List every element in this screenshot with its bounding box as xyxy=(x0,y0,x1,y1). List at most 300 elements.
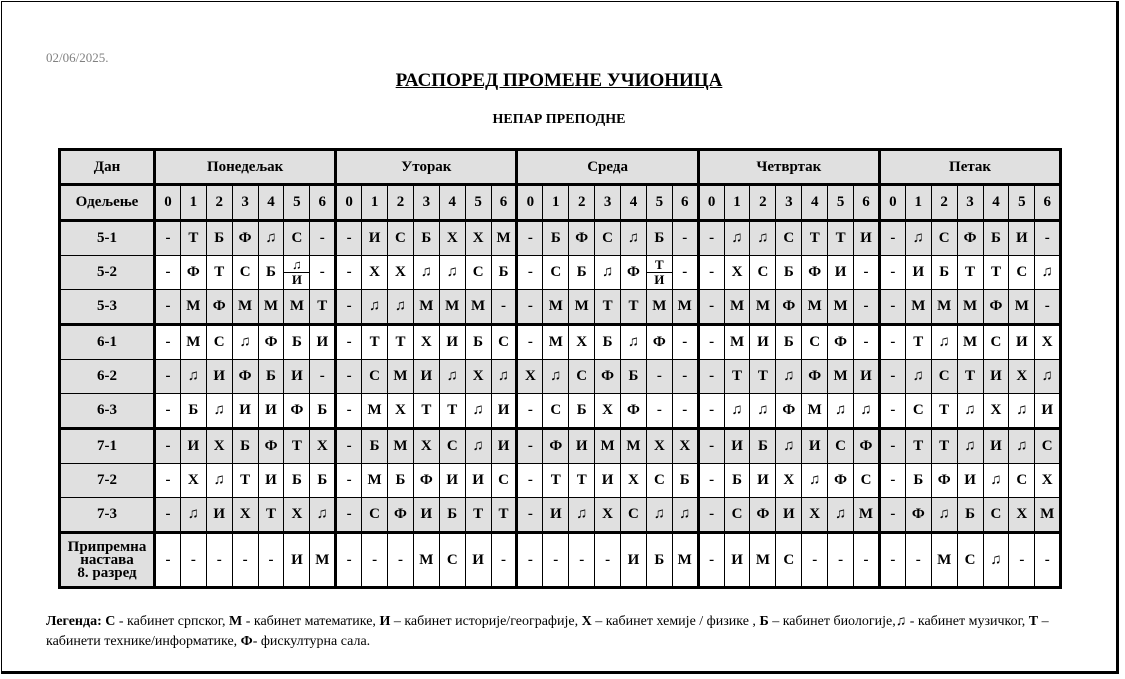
schedule-cell: - xyxy=(155,325,181,360)
schedule-cell: М xyxy=(439,290,465,325)
schedule-cell: Ф xyxy=(621,256,647,290)
schedule-cell: - xyxy=(517,221,543,256)
table-row xyxy=(60,533,1061,588)
class-name-cell: 6-2 xyxy=(60,360,155,394)
schedule-cell: ♫ xyxy=(439,360,465,394)
split-part: ♫ xyxy=(284,258,309,273)
legend-text: – кабинет хемије / физике , xyxy=(591,614,760,629)
schedule-cell: М xyxy=(491,221,517,256)
split-cell xyxy=(647,258,672,287)
schedule-cell: Б xyxy=(413,221,439,256)
schedule-cell: Б xyxy=(672,464,698,498)
schedule-cell: Ф xyxy=(206,290,232,325)
schedule-cell: Х xyxy=(517,360,543,394)
schedule-cell: - xyxy=(698,429,724,464)
schedule-cell: - xyxy=(517,394,543,429)
schedule-cell: - xyxy=(517,533,543,588)
schedule-cell: Т xyxy=(905,429,931,464)
schedule-cell: С xyxy=(1035,429,1061,464)
period-number: 3 xyxy=(957,185,983,221)
schedule-cell: - xyxy=(854,533,880,588)
schedule-cell: ♫ xyxy=(776,360,802,394)
schedule-cell: С xyxy=(983,498,1009,533)
schedule-cell: ♫ xyxy=(621,221,647,256)
schedule-cell: М xyxy=(621,429,647,464)
schedule-cell: Х xyxy=(595,498,621,533)
schedule-cell: - xyxy=(155,464,181,498)
period-number: 3 xyxy=(595,185,621,221)
schedule-cell: Т xyxy=(491,498,517,533)
prep-line: Припремна xyxy=(67,538,147,555)
schedule-cell: - xyxy=(1035,533,1061,588)
period-number: 4 xyxy=(802,185,828,221)
schedule-cell: Т xyxy=(828,221,854,256)
schedule-cell: - xyxy=(336,429,362,464)
schedule-cell: Ф xyxy=(802,256,828,290)
schedule-cell: Б xyxy=(621,360,647,394)
schedule-cell: Т xyxy=(595,290,621,325)
page-title: РАСПОРЕД ПРОМЕНЕ УЧИОНИЦА xyxy=(395,70,723,91)
schedule-cell: С xyxy=(905,394,931,429)
schedule-cell: - xyxy=(517,290,543,325)
schedule-cell: Ф xyxy=(957,221,983,256)
split-part: И xyxy=(291,272,302,287)
schedule-cell: Ф xyxy=(828,325,854,360)
period-number: 0 xyxy=(879,185,905,221)
legend-key: Х xyxy=(581,614,592,629)
schedule-cell: М xyxy=(750,533,776,588)
schedule-cell: Т xyxy=(232,464,258,498)
schedule-cell: - xyxy=(336,394,362,429)
schedule-cell: - xyxy=(336,464,362,498)
period-number: 4 xyxy=(439,185,465,221)
schedule-cell: - xyxy=(543,533,569,588)
schedule-cell: - xyxy=(672,394,698,429)
schedule-cell: Х xyxy=(569,325,595,360)
schedule-cell: М xyxy=(595,429,621,464)
schedule-cell: - xyxy=(155,533,181,588)
schedule-cell: Б xyxy=(310,394,336,429)
schedule-cell: ♫ xyxy=(413,256,439,290)
schedule-cell: М xyxy=(180,325,206,360)
schedule-cell: Ф xyxy=(258,325,284,360)
schedule-cell: Ф xyxy=(232,360,258,394)
period-number: 2 xyxy=(569,185,595,221)
schedule-cell: Ф xyxy=(931,464,957,498)
schedule-cell: - xyxy=(698,221,724,256)
schedule-cell: Б xyxy=(569,394,595,429)
schedule-cell: М xyxy=(828,290,854,325)
schedule-cell: Т xyxy=(362,325,388,360)
period-number: 6 xyxy=(854,185,880,221)
schedule-cell: Б xyxy=(284,325,310,360)
schedule-cell: М xyxy=(1035,498,1061,533)
schedule-cell: Б xyxy=(750,429,776,464)
schedule-cell: И xyxy=(828,256,854,290)
schedule-cell: ♫ xyxy=(465,394,491,429)
period-number: 4 xyxy=(258,185,284,221)
schedule-cell: - xyxy=(1035,221,1061,256)
schedule-cell: ♫ xyxy=(232,325,258,360)
schedule-cell: - xyxy=(517,256,543,290)
legend xyxy=(46,612,1086,652)
schedule-cell: ♫ xyxy=(595,256,621,290)
legend-text: - фискултурна сала. xyxy=(252,634,371,649)
schedule-cell: И xyxy=(569,429,595,464)
schedule-cell: И xyxy=(776,498,802,533)
schedule-cell: И xyxy=(232,394,258,429)
schedule-cell: Х xyxy=(1035,325,1061,360)
period-number: 4 xyxy=(621,185,647,221)
schedule-cell: Х xyxy=(465,221,491,256)
schedule-cell: - xyxy=(672,256,698,290)
schedule-cell: - xyxy=(232,533,258,588)
schedule-cell: С xyxy=(1009,256,1035,290)
schedule-cell: ♫ xyxy=(180,360,206,394)
schedule-cell: Т xyxy=(258,498,284,533)
schedule-cell: Б xyxy=(776,256,802,290)
legend-text: – кабинет историје/географије, xyxy=(390,614,582,629)
schedule-cell: Т xyxy=(388,325,414,360)
period-number: 1 xyxy=(543,185,569,221)
schedule-cell: - xyxy=(879,498,905,533)
schedule-cell: И xyxy=(595,464,621,498)
schedule-cell: Х xyxy=(388,394,414,429)
schedule-cell xyxy=(646,256,672,290)
schedule-cell: Ф xyxy=(232,221,258,256)
schedule-cell: Т xyxy=(621,290,647,325)
schedule-cell: И xyxy=(413,360,439,394)
schedule-cell: И xyxy=(983,429,1009,464)
schedule-cell: И xyxy=(206,498,232,533)
schedule-cell: ♫ xyxy=(931,498,957,533)
schedule-cell: - xyxy=(155,256,181,290)
schedule-cell: ♫ xyxy=(1009,394,1035,429)
schedule-cell: Б xyxy=(284,464,310,498)
schedule-cell: ♫ xyxy=(646,498,672,533)
period-number: 3 xyxy=(776,185,802,221)
schedule-cell: С xyxy=(724,498,750,533)
schedule-cell: Х xyxy=(802,498,828,533)
schedule-cell: Ф xyxy=(750,498,776,533)
schedule-cell: - xyxy=(336,533,362,588)
schedule-cell: Х xyxy=(413,429,439,464)
schedule-cell: М xyxy=(672,533,698,588)
schedule-cell: - xyxy=(698,533,724,588)
period-number: 5 xyxy=(284,185,310,221)
schedule-cell: - xyxy=(698,394,724,429)
schedule-table xyxy=(58,148,1062,589)
schedule-cell: С xyxy=(621,498,647,533)
schedule-cell: - xyxy=(854,290,880,325)
schedule-cell: И xyxy=(439,464,465,498)
schedule-cell: - xyxy=(336,256,362,290)
schedule-cell: С xyxy=(543,394,569,429)
schedule-cell: Б xyxy=(905,464,931,498)
schedule-cell: Ф xyxy=(621,394,647,429)
schedule-cell: С xyxy=(802,325,828,360)
schedule-cell: М xyxy=(1009,290,1035,325)
schedule-cell: Х xyxy=(595,394,621,429)
class-name-cell: 6-3 xyxy=(60,394,155,429)
schedule-cell: Т xyxy=(206,256,232,290)
schedule-cell: С xyxy=(388,221,414,256)
schedule-cell: Ф xyxy=(388,498,414,533)
schedule-cell: И xyxy=(206,360,232,394)
day-header: Четвртак xyxy=(698,150,879,185)
page-subtitle: НЕПАР ПРЕПОДНЕ xyxy=(492,112,626,127)
schedule-cell: Х xyxy=(284,498,310,533)
schedule-cell: М xyxy=(724,290,750,325)
schedule-cell: - xyxy=(491,533,517,588)
schedule-cell: - xyxy=(698,464,724,498)
schedule-cell: - xyxy=(698,325,724,360)
table-row xyxy=(60,221,1061,256)
schedule-cell: Б xyxy=(646,533,672,588)
schedule-cell: Х xyxy=(439,221,465,256)
schedule-cell: - xyxy=(672,360,698,394)
schedule-cell: ♫ xyxy=(569,498,595,533)
schedule-cell: Х xyxy=(362,256,388,290)
schedule-cell: ♫ xyxy=(439,256,465,290)
schedule-cell: Б xyxy=(646,221,672,256)
legend-text: - кабинет српског, xyxy=(115,614,229,629)
schedule-cell: - xyxy=(362,533,388,588)
schedule-cell: - xyxy=(155,221,181,256)
class-name-cell xyxy=(60,533,155,588)
schedule-cell: Т xyxy=(543,464,569,498)
schedule-cell: Т xyxy=(180,221,206,256)
schedule-cell: И xyxy=(750,464,776,498)
schedule-cell: - xyxy=(802,533,828,588)
split-cell xyxy=(284,258,309,287)
schedule-cell: - xyxy=(828,533,854,588)
schedule-cell: - xyxy=(646,360,672,394)
period-number: 0 xyxy=(517,185,543,221)
schedule-cell: М xyxy=(569,290,595,325)
schedule-cell: М xyxy=(388,429,414,464)
schedule-cell: И xyxy=(180,429,206,464)
schedule-cell: Б xyxy=(310,464,336,498)
schedule-cell: ♫ xyxy=(750,221,776,256)
schedule-cell: - xyxy=(879,429,905,464)
period-number: 1 xyxy=(180,185,206,221)
schedule-cell: - xyxy=(155,360,181,394)
schedule-cell: Т xyxy=(750,360,776,394)
schedule-cell: И xyxy=(983,360,1009,394)
schedule-cell: - xyxy=(905,533,931,588)
schedule-cell: ♫ xyxy=(621,325,647,360)
schedule-cell: Ф xyxy=(854,429,880,464)
schedule-cell: - xyxy=(310,360,336,394)
schedule-cell: - xyxy=(310,256,336,290)
schedule-cell: Ф xyxy=(284,394,310,429)
schedule-cell: Т xyxy=(569,464,595,498)
schedule-cell: Б xyxy=(543,221,569,256)
period-number: 5 xyxy=(828,185,854,221)
schedule-cell: Т xyxy=(439,394,465,429)
day-header: Понедељак xyxy=(155,150,336,185)
schedule-cell: Х xyxy=(621,464,647,498)
schedule-cell: Б xyxy=(569,256,595,290)
schedule-cell: И xyxy=(1035,394,1061,429)
period-number: 5 xyxy=(646,185,672,221)
schedule-cell: - xyxy=(698,360,724,394)
schedule-cell: М xyxy=(750,290,776,325)
prep-line: настава xyxy=(80,551,134,568)
schedule-cell xyxy=(284,256,310,290)
period-number: 5 xyxy=(465,185,491,221)
schedule-cell: Т xyxy=(413,394,439,429)
day-label-cell: Дан xyxy=(60,150,155,185)
schedule-cell: ♫ xyxy=(672,498,698,533)
schedule-cell: - xyxy=(310,221,336,256)
period-number: 2 xyxy=(931,185,957,221)
schedule-cell: Ф xyxy=(413,464,439,498)
schedule-cell: - xyxy=(672,221,698,256)
schedule-cell: Б xyxy=(258,360,284,394)
schedule-cell: ♫ xyxy=(905,221,931,256)
schedule-cell: Х xyxy=(983,394,1009,429)
schedule-cell: Т xyxy=(957,360,983,394)
schedule-cell: - xyxy=(1009,533,1035,588)
schedule-cell: - xyxy=(879,464,905,498)
schedule-cell: Б xyxy=(206,221,232,256)
schedule-cell: Х xyxy=(1035,464,1061,498)
schedule-cell: ♫ xyxy=(180,498,206,533)
schedule-cell: И xyxy=(413,498,439,533)
schedule-cell: - xyxy=(854,325,880,360)
schedule-cell: И xyxy=(750,325,776,360)
schedule-cell: Х xyxy=(180,464,206,498)
schedule-cell: С xyxy=(569,360,595,394)
schedule-cell: М xyxy=(543,290,569,325)
schedule-cell: - xyxy=(569,533,595,588)
schedule-cell: - xyxy=(646,394,672,429)
schedule-cell: Т xyxy=(957,256,983,290)
table-row xyxy=(60,360,1061,394)
schedule-cell: Ф xyxy=(569,221,595,256)
schedule-cell: Т xyxy=(724,360,750,394)
schedule-cell: С xyxy=(543,256,569,290)
schedule-cell: И xyxy=(465,464,491,498)
schedule-cell: - xyxy=(388,533,414,588)
schedule-cell: Б xyxy=(931,256,957,290)
schedule-cell: И xyxy=(284,533,310,588)
schedule-cell: ♫ xyxy=(310,498,336,533)
schedule-cell: М xyxy=(284,290,310,325)
schedule-cell: Б xyxy=(258,256,284,290)
schedule-cell: И xyxy=(284,360,310,394)
schedule-cell: Ф xyxy=(646,325,672,360)
schedule-cell: С xyxy=(776,533,802,588)
schedule-cell: Х xyxy=(1009,360,1035,394)
period-number: 3 xyxy=(232,185,258,221)
class-name-cell: 5-3 xyxy=(60,290,155,325)
schedule-cell: Б xyxy=(983,221,1009,256)
schedule-cell: ♫ xyxy=(388,290,414,325)
legend-key: М xyxy=(228,614,243,629)
split-part: Т xyxy=(647,258,672,273)
schedule-cell: ♫ xyxy=(465,429,491,464)
table-row xyxy=(60,498,1061,533)
schedule-cell: С xyxy=(931,360,957,394)
schedule-cell: - xyxy=(517,325,543,360)
schedule-cell: Х xyxy=(672,429,698,464)
schedule-cell: Б xyxy=(388,464,414,498)
schedule-cell: ♫ xyxy=(957,429,983,464)
schedule-cell: Х xyxy=(1009,498,1035,533)
schedule-cell: И xyxy=(1009,325,1035,360)
period-number: 1 xyxy=(905,185,931,221)
schedule-cell: С xyxy=(491,325,517,360)
class-name-cell: 6-1 xyxy=(60,325,155,360)
schedule-cell: И xyxy=(957,464,983,498)
legend-key: С xyxy=(105,614,116,629)
schedule-cell: С xyxy=(465,256,491,290)
schedule-cell: - xyxy=(879,221,905,256)
schedule-cell: Х xyxy=(388,256,414,290)
legend-text: - кабинет музичког, xyxy=(906,614,1029,629)
schedule-cell: ♫ xyxy=(776,429,802,464)
schedule-cell: Б xyxy=(439,498,465,533)
schedule-cell: ♫ xyxy=(724,221,750,256)
schedule-cell: Б xyxy=(595,325,621,360)
prep-line: 8. разред xyxy=(77,564,137,581)
legend-key: Т xyxy=(1028,614,1039,629)
class-name-cell: 7-2 xyxy=(60,464,155,498)
schedule-cell: - xyxy=(879,290,905,325)
schedule-cell: М xyxy=(180,290,206,325)
schedule-cell: М xyxy=(413,533,439,588)
table-row xyxy=(60,325,1061,360)
schedule-cell: Х xyxy=(724,256,750,290)
class-name-cell: 5-2 xyxy=(60,256,155,290)
period-number: 6 xyxy=(310,185,336,221)
schedule-cell: Х xyxy=(465,360,491,394)
schedule-cell: Т xyxy=(465,498,491,533)
schedule-cell: С xyxy=(439,533,465,588)
schedule-cell: И xyxy=(465,533,491,588)
schedule-cell: М xyxy=(931,290,957,325)
period-number: 2 xyxy=(388,185,414,221)
schedule-cell: - xyxy=(698,498,724,533)
schedule-cell: И xyxy=(1009,221,1035,256)
schedule-cell: Ф xyxy=(905,498,931,533)
schedule-cell: ♫ xyxy=(802,464,828,498)
schedule-cell: Б xyxy=(491,256,517,290)
schedule-cell: И xyxy=(362,221,388,256)
schedule-cell: - xyxy=(155,429,181,464)
schedule-cell: Т xyxy=(931,394,957,429)
schedule-cell: М xyxy=(802,290,828,325)
schedule-cell: Ф xyxy=(258,429,284,464)
schedule-cell: С xyxy=(776,221,802,256)
schedule-cell: Ф xyxy=(180,256,206,290)
schedule-cell: С xyxy=(284,221,310,256)
schedule-cell: Т xyxy=(983,256,1009,290)
schedule-cell: ♫ xyxy=(1035,256,1061,290)
class-name-cell: 5-1 xyxy=(60,221,155,256)
schedule-cell: - xyxy=(1035,290,1061,325)
schedule-cell: С xyxy=(828,429,854,464)
table-row xyxy=(60,256,1061,290)
schedule-cell: И xyxy=(491,429,517,464)
schedule-cell: - xyxy=(155,394,181,429)
schedule-cell: ♫ xyxy=(206,394,232,429)
schedule-cell: - xyxy=(595,533,621,588)
schedule-cell: - xyxy=(698,290,724,325)
